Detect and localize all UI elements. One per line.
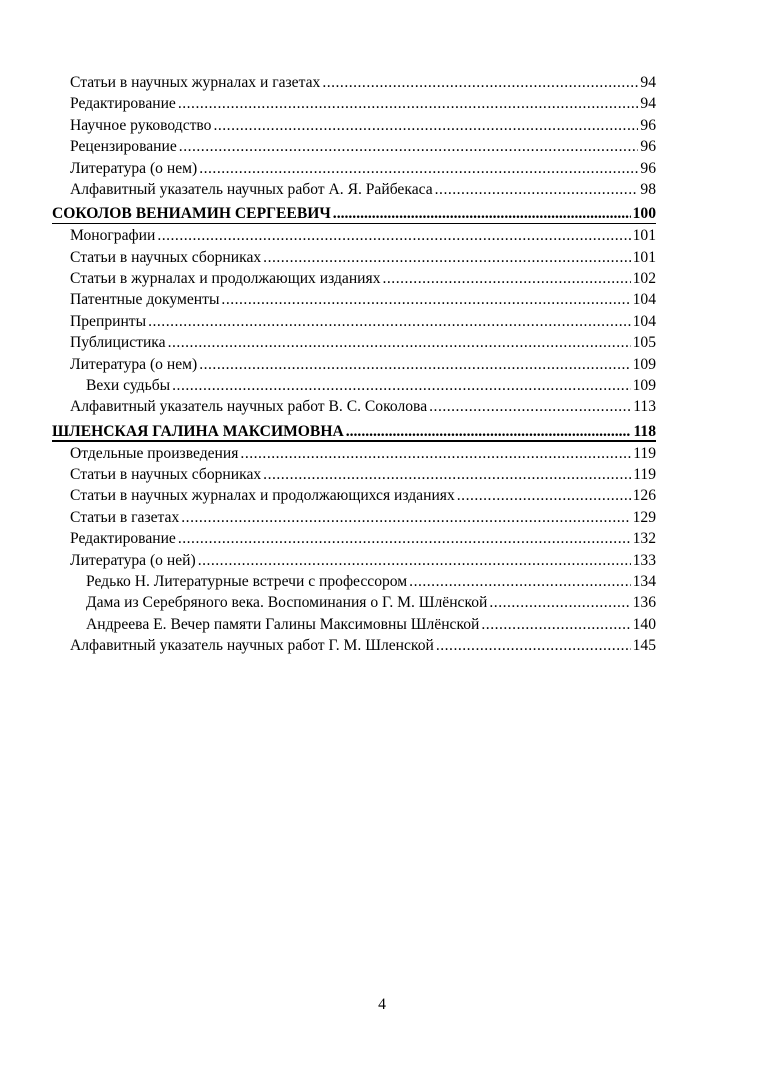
toc-entry-page: 145 xyxy=(632,637,656,655)
dot-leader xyxy=(181,507,630,528)
toc-entry[interactable] xyxy=(52,158,656,179)
toc-entry[interactable] xyxy=(52,225,656,246)
toc-entry[interactable] xyxy=(52,396,656,417)
toc-entry-title: Литература (о нем) xyxy=(70,159,198,177)
toc-entry-title: Статьи в газетах xyxy=(70,508,180,526)
dot-leader xyxy=(263,247,630,268)
toc-entry-title: Рецензирование xyxy=(70,138,177,156)
toc-entry-title: Вехи судьбы xyxy=(86,376,171,394)
toc-entry-title: Монографии xyxy=(70,227,156,245)
toc-entry[interactable] xyxy=(52,289,656,310)
toc-entry[interactable] xyxy=(52,247,656,268)
toc-entry-page: 133 xyxy=(632,551,656,569)
toc-entry-title: Статьи в научных сборниках xyxy=(70,248,262,266)
toc-entry[interactable] xyxy=(52,528,656,549)
toc-entry[interactable] xyxy=(52,93,656,114)
toc-entry-page: 113 xyxy=(633,398,656,416)
toc-entry-title: Литература (о нем) xyxy=(70,355,198,373)
dot-leader xyxy=(436,635,631,656)
toc-section-heading[interactable] xyxy=(52,421,656,442)
toc-entry[interactable] xyxy=(52,464,656,485)
toc-entry-page: 96 xyxy=(640,138,656,156)
toc-entry-page: 101 xyxy=(632,248,656,266)
toc-entry[interactable] xyxy=(52,635,656,656)
toc-entry[interactable] xyxy=(52,485,656,506)
toc-entry-title: Статьи в научных журналах и продолжающихся изданиях xyxy=(70,487,455,505)
dot-leader xyxy=(457,485,631,506)
dot-leader xyxy=(263,464,631,485)
toc-heading-page: 100 xyxy=(632,205,656,223)
dot-leader xyxy=(409,571,630,592)
dot-leader xyxy=(178,528,631,549)
toc-entry-page: 98 xyxy=(640,180,656,198)
toc-entry-title: Алфавитный указатель научных работ А. Я. Райбекаса xyxy=(70,180,433,198)
toc-entry-page: 96 xyxy=(640,116,656,134)
toc-entry[interactable] xyxy=(52,179,656,200)
dot-leader xyxy=(168,332,631,353)
dot-leader xyxy=(198,550,631,571)
toc-entry-page: 129 xyxy=(632,508,656,526)
dot-leader xyxy=(179,136,639,157)
toc-entry-title: Статьи в научных сборниках xyxy=(70,466,262,484)
toc-entry[interactable] xyxy=(52,443,656,464)
toc-subentry[interactable] xyxy=(52,592,656,613)
toc-entry[interactable] xyxy=(52,550,656,571)
toc-entry-title: Научное руководство xyxy=(70,116,212,134)
toc-entry-page: 101 xyxy=(632,227,656,245)
toc-entry[interactable] xyxy=(52,72,656,93)
toc-entry-page: 104 xyxy=(632,291,656,309)
dot-leader xyxy=(481,614,630,635)
dot-leader xyxy=(435,179,639,200)
toc-subentry[interactable] xyxy=(52,375,656,396)
toc-heading-title: ШЛЕНСКАЯ ГАЛИНА МАКСИМОВНА xyxy=(52,422,344,440)
dot-leader xyxy=(199,158,638,179)
toc-entry-page: 132 xyxy=(632,530,656,548)
toc-entry[interactable] xyxy=(52,332,656,353)
toc-entry-title: Отдельные произведения xyxy=(70,444,239,462)
dot-leader xyxy=(322,72,638,93)
toc-entry-title: Статьи в научных журналах и газетах xyxy=(70,74,321,91)
toc-entry-title: Алфавитный указатель научных работ В. С. Соколова xyxy=(70,398,428,416)
toc-entry-title: Дама из Серебряного века. Воспоминания о Г. М. Шлёнской xyxy=(86,594,488,612)
dot-leader xyxy=(213,115,638,136)
toc-heading-title: СОКОЛОВ ВЕНИАМИН СЕРГЕЕВИЧ xyxy=(52,205,331,223)
toc-entry[interactable] xyxy=(52,136,656,157)
toc-entry-title: Патентные документы xyxy=(70,291,220,309)
toc-entry-page: 136 xyxy=(632,594,656,612)
toc-entry-page: 104 xyxy=(632,312,656,330)
toc-entry-page: 94 xyxy=(640,95,656,113)
toc-entry-title: Препринты xyxy=(70,312,147,330)
dot-leader xyxy=(221,289,630,310)
toc-subentry[interactable] xyxy=(52,614,656,635)
dot-leader xyxy=(178,93,639,114)
toc-entry-title: Публицистика xyxy=(70,334,166,352)
dot-leader xyxy=(148,311,631,332)
toc-subentry[interactable] xyxy=(52,571,656,592)
toc-entry-page: 94 xyxy=(640,74,656,91)
toc-entry[interactable] xyxy=(52,268,656,289)
toc-entry-page: 102 xyxy=(632,270,656,288)
toc-heading-page: 118 xyxy=(633,422,656,440)
toc-entry-title: Редактирование xyxy=(70,95,176,113)
dot-leader xyxy=(383,268,631,289)
table-of-contents xyxy=(52,72,656,657)
toc-entry-page: 109 xyxy=(632,376,656,394)
toc-entry-page: 119 xyxy=(633,444,656,462)
dot-leader xyxy=(489,592,630,613)
toc-section-heading[interactable] xyxy=(52,203,656,224)
dot-leader xyxy=(172,375,630,396)
dot-leader xyxy=(429,396,631,417)
toc-entry-page: 105 xyxy=(632,334,656,352)
dot-leader xyxy=(333,203,631,224)
toc-entry-title: Статьи в журналах и продолжающих изданиях xyxy=(70,270,381,288)
toc-entry[interactable] xyxy=(52,115,656,136)
toc-entry-title: Редактирование xyxy=(70,530,176,548)
toc-entry-page: 126 xyxy=(632,487,656,505)
toc-entry-title: Андреева Е. Вечер памяти Галины Максимовны Шлёнской xyxy=(86,615,480,633)
dot-leader xyxy=(199,354,630,375)
toc-entry-title: Редько Н. Литературные встречи с профессором xyxy=(86,572,408,590)
toc-entry-page: 119 xyxy=(633,466,656,484)
dot-leader xyxy=(346,421,632,442)
toc-entry-page: 96 xyxy=(640,159,656,177)
toc-entry[interactable] xyxy=(52,311,656,332)
page-number: 4 xyxy=(378,996,386,1013)
dot-leader xyxy=(157,225,630,246)
toc-entry-title: Литература (о ней) xyxy=(70,551,196,569)
toc-entry-page: 109 xyxy=(632,355,656,373)
toc-entry[interactable] xyxy=(52,507,656,528)
toc-entry-page: 140 xyxy=(632,615,656,633)
toc-entry[interactable] xyxy=(52,354,656,375)
toc-entry-page: 134 xyxy=(632,572,656,590)
dot-leader xyxy=(240,443,631,464)
toc-entry-title: Алфавитный указатель научных работ Г. М. Шленской xyxy=(70,637,434,655)
